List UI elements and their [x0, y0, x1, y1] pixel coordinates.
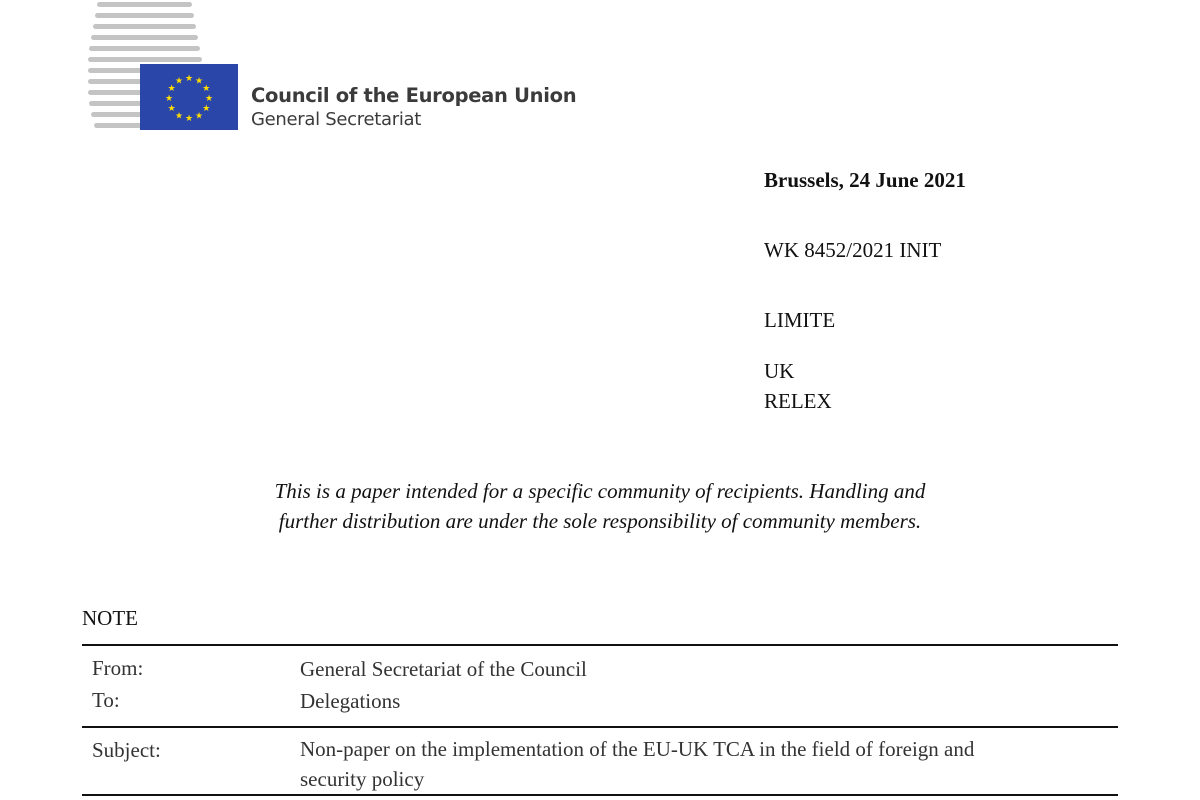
organization-unit: General Secretariat — [251, 109, 422, 130]
subject-line: Non-paper on the implementation of the EU-UK TCA in the field of foreign and — [300, 737, 975, 761]
svg-text:★: ★ — [204, 94, 214, 104]
document-date: Brussels, 24 June 2021 — [764, 168, 966, 192]
svg-text:★: ★ — [167, 84, 176, 94]
to-label: To: — [92, 688, 120, 712]
distribution-notice — [140, 476, 1060, 536]
eu-flag-icon — [140, 64, 238, 130]
subject-label: Subject: — [92, 738, 161, 762]
svg-text:★: ★ — [174, 76, 184, 87]
classification-label: LIMITE — [764, 308, 836, 332]
svg-text:★: ★ — [164, 94, 174, 104]
notice-line: further distribution are under the sole responsibility of community members. — [278, 509, 922, 533]
organization-name: Council of the European Union — [251, 84, 577, 107]
eu-stars-icon — [140, 64, 238, 130]
subject-line: security policy — [300, 767, 425, 791]
notice-line: This is a paper intended for a specific community of recipients. Handling and — [274, 479, 926, 503]
svg-text:★: ★ — [167, 104, 176, 114]
svg-text:★: ★ — [174, 111, 184, 122]
table-middle-rule — [82, 726, 1118, 728]
svg-text:★: ★ — [194, 111, 204, 122]
subject-value — [300, 734, 1100, 794]
subject-code: RELEX — [764, 389, 832, 413]
from-label: From: — [92, 656, 144, 680]
document-reference: WK 8452/2021 INIT — [764, 238, 942, 262]
to-value: Delegations — [300, 689, 401, 713]
svg-text:★: ★ — [202, 84, 211, 94]
document-type: NOTE — [82, 606, 138, 630]
table-top-rule — [82, 644, 1118, 646]
from-value: General Secretariat of the Council — [300, 657, 587, 681]
svg-text:★: ★ — [194, 76, 204, 87]
council-logo — [80, 0, 580, 140]
table-bottom-rule — [82, 794, 1118, 796]
subject-code: UK — [764, 359, 795, 383]
svg-text:★: ★ — [184, 74, 194, 84]
subject-codes — [764, 356, 832, 416]
svg-text:★: ★ — [184, 114, 194, 124]
svg-text:★: ★ — [202, 104, 211, 114]
